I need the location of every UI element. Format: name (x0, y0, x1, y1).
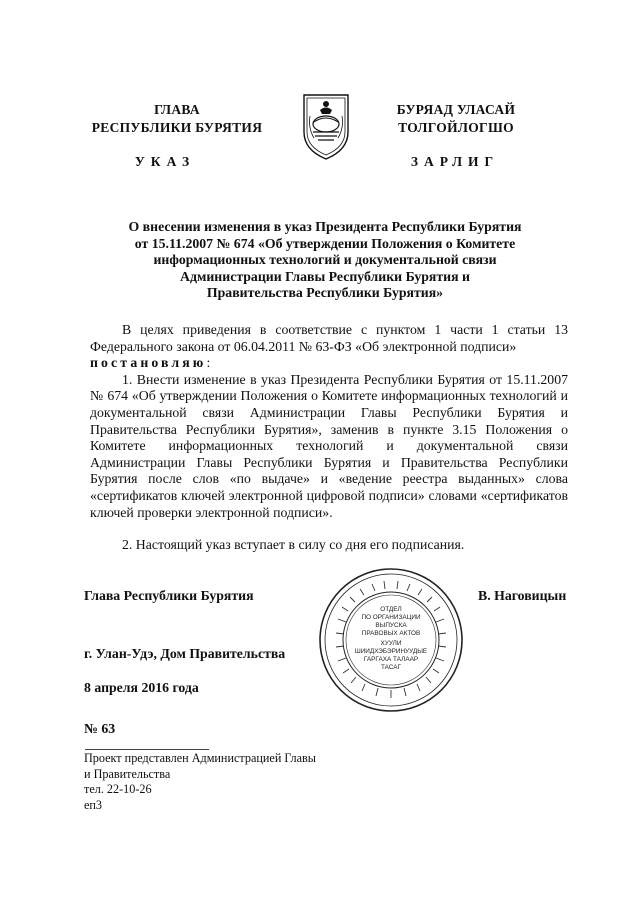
decree-colon: : (206, 355, 211, 371)
preamble-paragraph (90, 322, 568, 355)
signing-place: г. Улан-Удэ, Дом Правительства (84, 646, 286, 661)
header-right-line-1: БУРЯАД УЛАСАЙ (396, 102, 516, 117)
signatory-name: В. Наговицын (478, 588, 567, 603)
title-line-1: О внесении изменения в указ Президента Республики Бурятия (128, 219, 522, 234)
item-1-paragraph: 1. Внести изменение в указ Президента Республики Бурятия от 15.11.2007 № 674 «Об утверждении Положения о Комитете информационных технологий и документальной связи Администрации Главы Республики Бурятия и Правительства Республики Бурятия», заменив в пункте 3.15 Положения о Комитете информационных технологий и документальной связи Администрации Главы Республики Бурятия и Правительства Республики Бурятия после слов «по выдаче» и «ведение реестра выданных» слова «сертификатов ключей электронной цифровой подписи» словами «сертификатов ключей проверки электронной подписи». (90, 371, 568, 520)
decree-word-line (90, 355, 568, 372)
seal-line-2: ПО ОРГАНИЗАЦИИ (361, 614, 421, 621)
seal-line-4: ПРАВОВЫХ АКТОВ (361, 630, 421, 637)
decree-word: постановляю (90, 355, 207, 371)
seal-line-5: ХУУЛИ (380, 640, 402, 647)
header-left-line-2: РЕСПУБЛИКИ БУРЯТИЯ (91, 120, 263, 135)
seal-line-8: ТАСАГ (380, 664, 402, 671)
signatory-position: Глава Республики Бурятия (84, 588, 254, 603)
coat-of-arms-icon (298, 92, 354, 162)
title-line-5: Правительства Республики Бурятия» (206, 285, 444, 301)
footnote-divider (85, 749, 209, 750)
official-seal-icon (318, 567, 464, 713)
decree-label-bur: ЗАРЛИГ (410, 154, 500, 169)
item-2-paragraph: 2. Настоящий указ вступает в силу со дня его подписания. (122, 537, 465, 553)
header-left-title (62, 101, 292, 137)
seal-line-6: ШИИДХЭБЭРИНУУДЫЕ (354, 648, 428, 655)
footnote-line-2: и Правительства (84, 766, 171, 781)
preamble-text: В целях приведения в соответствие с пунктом 1 части 1 статьи 13 Федерального закона от 06.04.2011 № 63-ФЗ «Об электронной подписи» (90, 322, 568, 354)
header-left-line-1: ГЛАВА (154, 102, 200, 117)
seal-line-3: ВЫПУСКА (375, 622, 407, 629)
title-line-4: Администрации Главы Республики Бурятия и (180, 268, 470, 284)
decree-title (90, 219, 560, 302)
title-line-3: информационных технологий и документальной связи (153, 252, 497, 268)
decree-number: № 63 (84, 721, 116, 736)
header-right-line-2: ТОЛГОЙЛОГШО (398, 120, 514, 135)
header-right-title (362, 101, 550, 137)
footnote (84, 751, 316, 813)
seal-line-1: ОТДЕЛ (380, 606, 402, 613)
decree-label-ru: УКАЗ (134, 154, 196, 169)
footnote-line-3: тел. 22-10-26 (84, 782, 152, 796)
title-line-2: от 15.11.2007 № 674 «Об утверждении Положения о Комитете (134, 235, 516, 251)
footnote-line-4: еп3 (84, 797, 103, 812)
seal-line-7: ГАРГАХА ТАЛААР (363, 656, 419, 663)
decree-body (90, 322, 568, 554)
signing-date: 8 апреля 2016 года (84, 680, 199, 695)
footnote-line-1: Проект представлен Администрацией Главы (84, 751, 316, 765)
